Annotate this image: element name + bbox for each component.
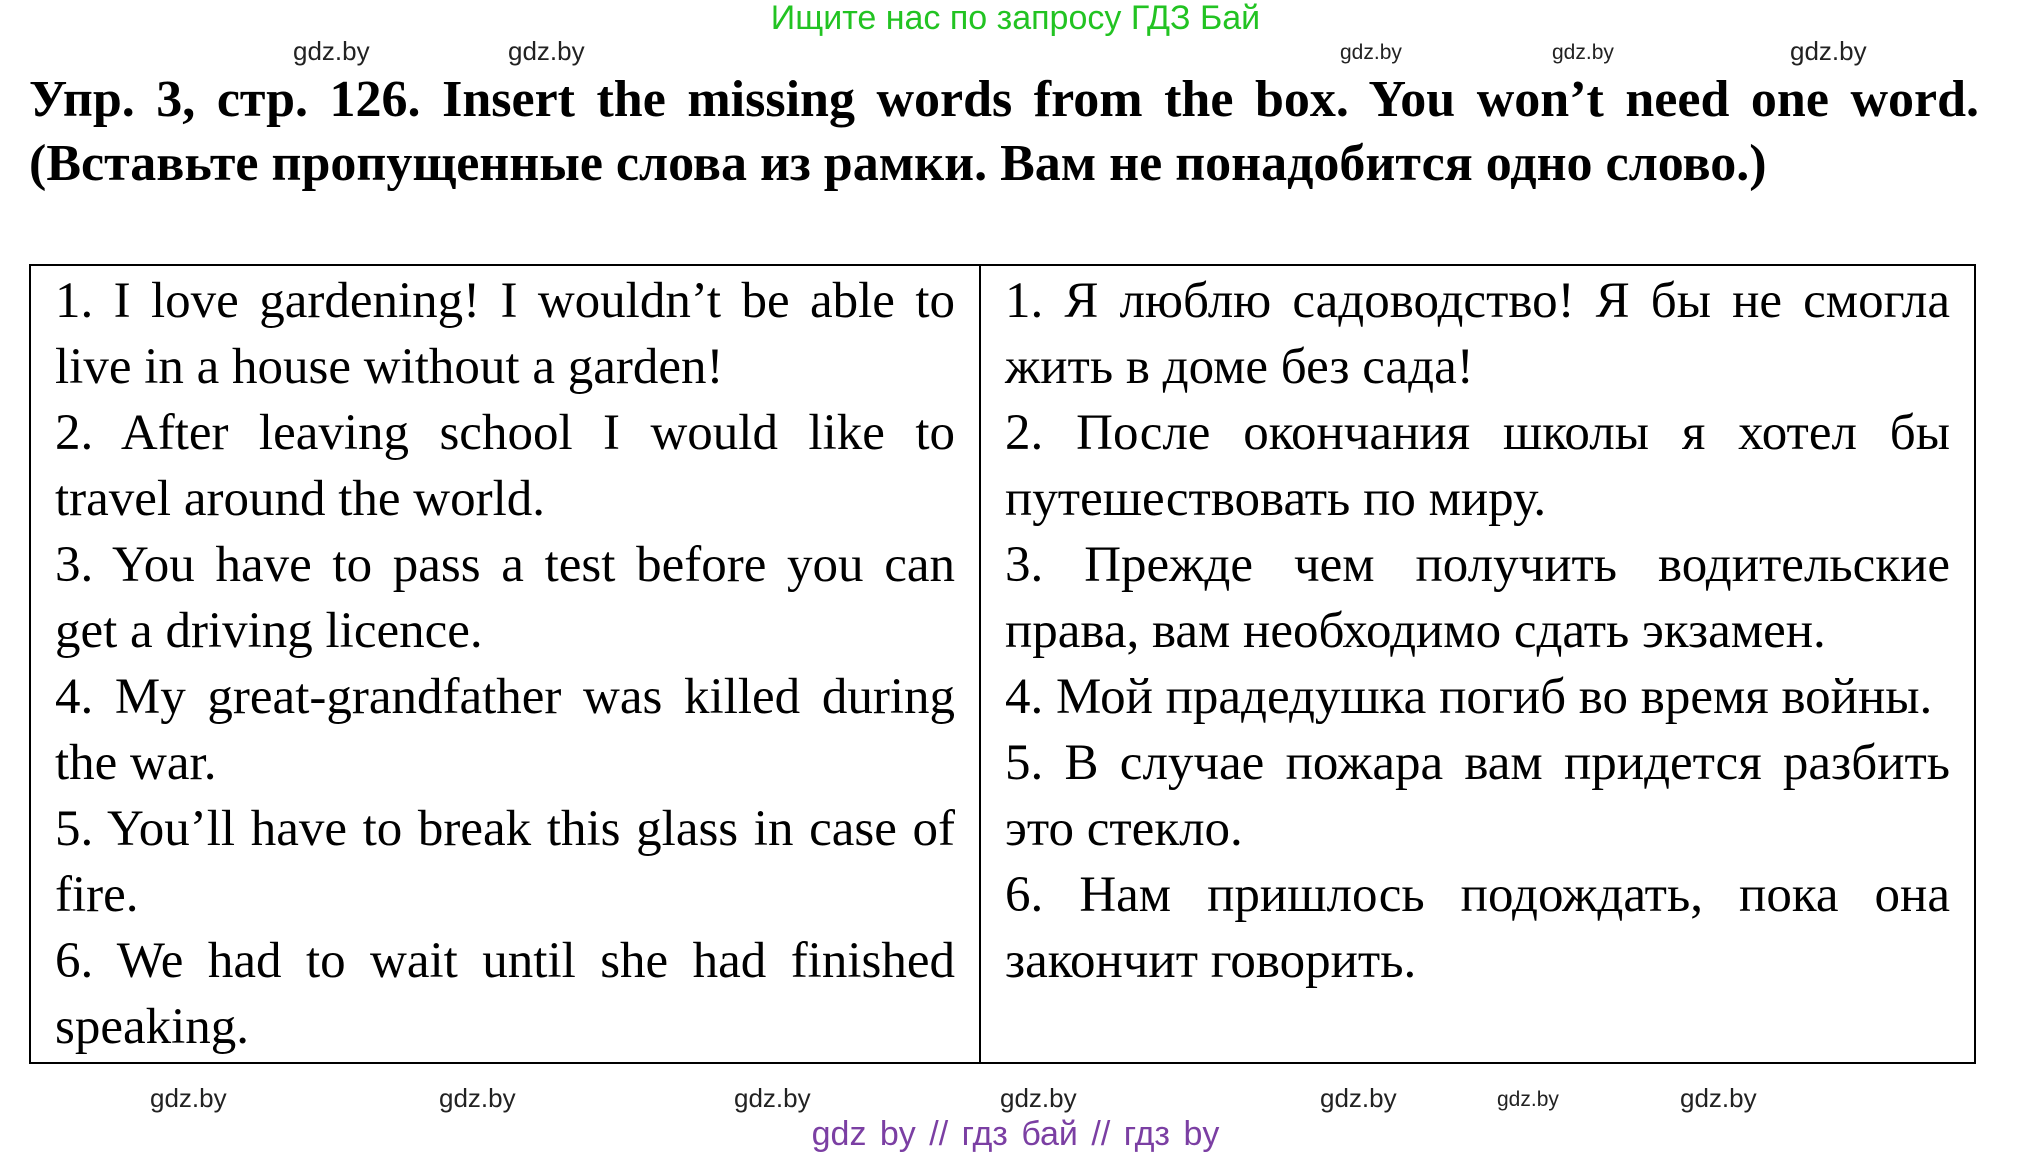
watermark: gdz.by xyxy=(1497,1088,1559,1111)
english-sentence-2: 2. After leaving school I would like to travel around the world. xyxy=(55,405,955,527)
answer-table xyxy=(29,264,1976,1064)
exercise-title: Упр. 3, стр. 126. Insert the missing words from the box. You won’t need one word. (Вставьте пропущенные слова из рамки. Вам не понадобится одно слово.) xyxy=(29,71,1979,192)
watermark: gdz.by xyxy=(1790,36,1867,66)
russian-sentence-6: 6. Нам пришлось подождать, пока она закончит говорить. xyxy=(1005,867,1950,989)
russian-sentence-5: 5. В случае пожара вам придется разбить это стекло. xyxy=(1005,735,1950,857)
watermark: gdz.by xyxy=(293,36,370,66)
english-column xyxy=(31,266,981,1062)
watermark: gdz.by xyxy=(508,36,585,66)
russian-sentence-3: 3. Прежде чем получить водительские права, вам необходимо сдать экзамен. xyxy=(1005,537,1950,659)
english-sentence-6: 6. We had to wait until she had finished speaking. xyxy=(55,933,955,1055)
watermark: gdz.by xyxy=(1000,1083,1077,1113)
russian-sentence-1: 1. Я люблю садоводство! Я бы не смогла жить в доме без сада! xyxy=(1005,273,1950,395)
russian-column xyxy=(981,266,1974,1062)
watermark: gdz.by xyxy=(150,1083,227,1113)
english-sentence-5: 5. You’ll have to break this glass in case of fire. xyxy=(55,801,955,923)
watermark: gdz.by xyxy=(1552,41,1614,64)
footer-links: gdz by // гдз бай // гдз by xyxy=(811,1115,1220,1153)
watermark: gdz.by xyxy=(1340,41,1402,64)
watermark: gdz.by xyxy=(439,1083,516,1113)
russian-sentence-4: 4. Мой прадедушка погиб во время войны. xyxy=(1005,669,1933,725)
search-promo-text: Ищите нас по запросу ГДЗ Бай xyxy=(770,0,1261,37)
watermark: gdz.by xyxy=(1680,1083,1757,1113)
english-sentence-3: 3. You have to pass a test before you can get a driving licence. xyxy=(55,537,955,659)
watermark: gdz.by xyxy=(1320,1083,1397,1113)
watermark: gdz.by xyxy=(734,1083,811,1113)
english-sentence-4: 4. My great-grandfather was killed during the war. xyxy=(55,669,955,791)
russian-sentence-2: 2. После окончания школы я хотел бы путешествовать по миру. xyxy=(1005,405,1950,527)
english-sentence-1: 1. I love gardening! I wouldn’t be able to live in a house without a garden! xyxy=(55,273,955,395)
